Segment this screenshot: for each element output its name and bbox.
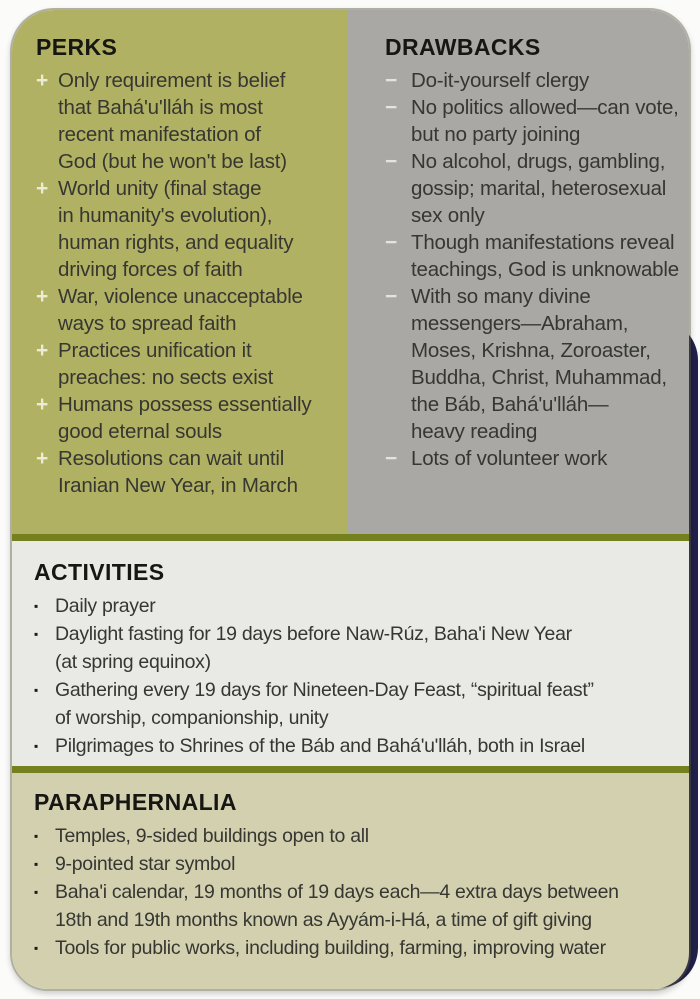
drawback-item-text: No alcohol, drugs, gambling, gossip; marital, heterosexual sex only: [411, 150, 667, 227]
square-bullet-icon: ▪: [34, 683, 39, 697]
perks-section: [12, 10, 348, 534]
section-divider: [12, 766, 689, 773]
minus-icon: −: [385, 231, 398, 254]
activities-title: ACTIVITIES: [34, 559, 165, 585]
drawbacks-list: [385, 67, 683, 472]
list-item: [36, 337, 340, 391]
perks-title: PERKS: [36, 34, 118, 60]
list-item: [34, 732, 675, 760]
plus-icon: +: [36, 339, 49, 362]
paraphernalia-item-text: Temples, 9-sided buildings open to all: [55, 825, 369, 847]
list-item: [385, 283, 683, 445]
minus-icon: −: [385, 96, 398, 119]
paraphernalia-section: [12, 773, 689, 989]
drawbacks-section: [348, 10, 689, 534]
square-bullet-icon: ▪: [34, 599, 39, 613]
list-item: [385, 94, 683, 148]
drawback-item-text: With so many divine messengers—Abraham, Moses, Krishna, Zoroaster, Buddha, Christ, Muhammad, the Báb, Bahá'u'lláh— heavy reading: [411, 285, 667, 443]
square-bullet-icon: ▪: [34, 885, 39, 899]
activities-list: [34, 592, 675, 760]
list-item: [34, 850, 675, 878]
list-item: [34, 878, 675, 934]
paraphernalia-item-text: 9-pointed star symbol: [55, 853, 236, 875]
activities-section: [12, 541, 689, 766]
square-bullet-icon: ▪: [34, 941, 39, 955]
perks-list: [36, 67, 340, 499]
drawbacks-title: DRAWBACKS: [385, 34, 541, 60]
list-item: [36, 283, 340, 337]
section-divider: [12, 534, 689, 541]
plus-icon: +: [36, 393, 49, 416]
drawback-item-text: Though manifestations reveal teachings, God is unknowable: [411, 231, 679, 281]
list-item: [34, 676, 675, 732]
square-bullet-icon: ▪: [34, 627, 39, 641]
plus-icon: +: [36, 447, 49, 470]
square-bullet-icon: ▪: [34, 857, 39, 871]
drawback-item-text: No politics allowed—can vote, but no party joining: [411, 96, 679, 146]
list-item: [36, 175, 340, 283]
list-item: [385, 148, 683, 229]
drawback-item-text: Do-it-yourself clergy: [411, 69, 590, 92]
perks-drawbacks-row: [12, 10, 689, 534]
list-item: [385, 229, 683, 283]
paraphernalia-item-text: Baha'i calendar, 19 months of 19 days each—4 extra days between 18th and 19th months known as Ayyám-i-Há, a time of gift giving: [55, 881, 619, 931]
perk-item-text: Practices unification it preaches: no sects exist: [58, 339, 274, 389]
minus-icon: −: [385, 150, 398, 173]
activity-item-text: Daily prayer: [55, 595, 156, 617]
activity-item-text: Daylight fasting for 19 days before Naw-Rúz, Baha'i New Year (at spring equinox): [55, 623, 572, 673]
paraphernalia-title: PARAPHERNALIA: [34, 789, 237, 815]
activity-item-text: Gathering every 19 days for Nineteen-Day Feast, “spiritual feast” of worship, companionship, unity: [55, 679, 594, 729]
plus-icon: +: [36, 69, 49, 92]
perk-item-text: Only requirement is belief that Bahá'u'lláh is most recent manifestation of God (but he won't be last): [58, 69, 287, 173]
minus-icon: −: [385, 285, 398, 308]
plus-icon: +: [36, 177, 49, 200]
list-item: [385, 67, 683, 94]
list-item: [36, 67, 340, 175]
plus-icon: +: [36, 285, 49, 308]
perk-item-text: Humans possess essentially good eternal souls: [58, 393, 312, 443]
list-item: [385, 445, 683, 472]
perk-item-text: World unity (final stage in humanity's evolution), human rights, and equality driving forces of faith: [58, 177, 294, 281]
list-item: [36, 391, 340, 445]
list-item: [34, 620, 675, 676]
activity-item-text: Pilgrimages to Shrines of the Báb and Bahá'u'lláh, both in Israel: [55, 735, 585, 757]
minus-icon: −: [385, 447, 398, 470]
drawback-item-text: Lots of volunteer work: [411, 447, 608, 470]
perk-item-text: Resolutions can wait until Iranian New Year, in March: [58, 447, 298, 497]
square-bullet-icon: ▪: [34, 829, 39, 843]
list-item: [34, 822, 675, 850]
religion-info-card: [10, 8, 691, 991]
list-item: [36, 445, 340, 499]
list-item: [34, 592, 675, 620]
perk-item-text: War, violence unacceptable ways to spread faith: [58, 285, 303, 335]
paraphernalia-item-text: Tools for public works, including building, farming, improving water: [55, 937, 606, 959]
paraphernalia-list: [34, 822, 675, 962]
list-item: [34, 934, 675, 962]
minus-icon: −: [385, 69, 398, 92]
square-bullet-icon: ▪: [34, 739, 39, 753]
